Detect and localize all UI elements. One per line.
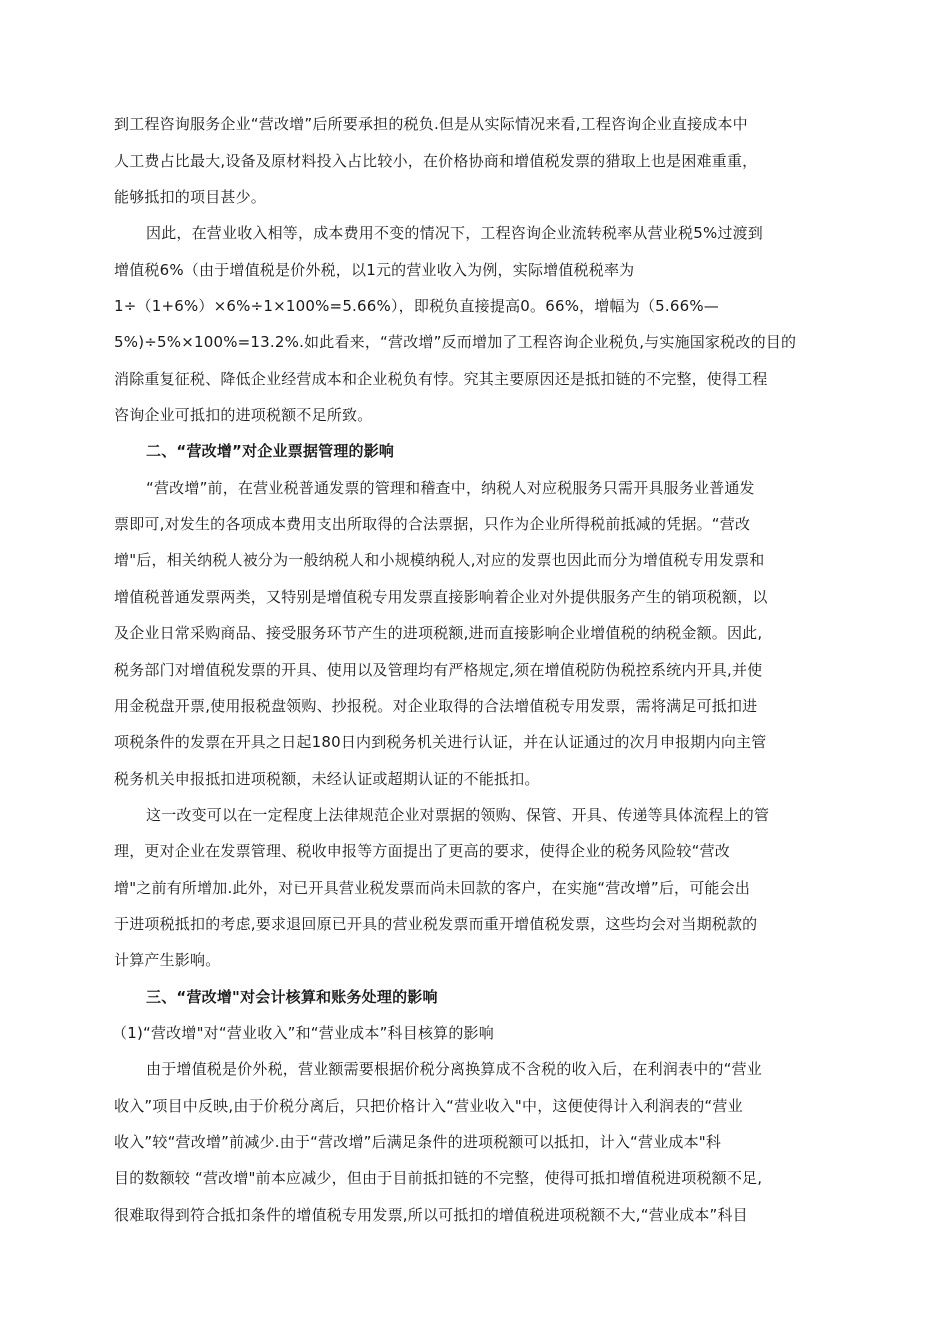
subsection-heading: （1)“营改增"对“营业收入”和“营业成本”科目核算的影响 [112,1024,494,1042]
body-text-line: 因此，在营业收入相等，成本费用不变的情况下，工程咨询企业流转税率从营业税5%过渡到 [146,224,764,242]
body-text-line: 能够抵扣的项目甚少。 [114,188,267,206]
body-text-line: 这一改变可以在一定程度上法律规范企业对票据的领购、保管、开具、传递等具体流程上的管 [146,806,770,824]
body-text-line: 于进项税抵扣的考虑,要求退回原已开具的营业税发票而重开增值税发票，这些均会对当期税款的 [114,915,758,933]
body-text-line: 及企业日常采购商品、接受服务环节产生的进项税额,进而直接影响企业增值税的纳税金额。因此, [114,624,763,642]
body-text-line: 税务部门对增值税发票的开具、使用以及管理均有严格规定,须在增值税防伪税控系统内开具,并使 [114,661,763,679]
body-text-line: “营改增”前，在营业税普通发票的管理和稽查中，纳税人对应税服务只需开具服务业普通发 [146,479,755,497]
body-text-line: 理，更对企业在发票管理、税收申报等方面提出了更高的要求，使得企业的税务风险较“营改 [114,842,730,860]
body-text-line: 收入”较“营改增”前减少.由于“营改增”后满足条件的进项税额可以抵扣，计入“营业成本"科 [114,1133,722,1151]
body-text-line: 计算产生影响。 [114,951,221,969]
body-text-line: 税务机关申报抵扣进项税额，未经认证或超期认证的不能抵扣。 [114,770,540,788]
section-heading: 二、“营改增”对企业票据管理的影响 [146,442,395,460]
body-text-line: 人工费占比最大,设备及原材料投入占比较小，在价格协商和增值税发票的猎取上也是困难重重， [114,152,758,170]
body-text-line: 增"之前有所增加.此外，对已开具营业税发票而尚未回款的客户，在实施“营改增”后，可能会出 [114,879,751,897]
body-text-line: 用金税盘开票,使用报税盘领购、抄报税。对企业取得的合法增值税专用发票，需将满足可抵扣进 [114,697,758,715]
body-text-line: 增值税6%（由于增值税是价外税，以1元的营业收入为例，实际增值税税率为 [114,261,635,279]
body-text-line: 增值税普通发票两类，又特别是增值税专用发票直接影响着企业对外提供服务产生的销项税额，以 [114,588,768,606]
body-text-line: 到工程咨询服务企业“营改增”后所要承担的税负.但是从实际情况来看,工程咨询企业直接成本中 [114,115,748,133]
body-text-line: 项税条件的发票在开具之日起180日内到税务机关进行认证，并在认证通过的次月申报期内向主管 [114,733,767,751]
body-text-line: 5%)÷5%×100%=13.2%.如此看来，“营改增”反而增加了工程咨询企业税负,与实施国家税改的目的 [114,333,797,351]
body-text-line: 消除重复征税、降低企业经营成本和企业税负有悖。究其主要原因还是抵扣链的不完整，使得工程 [114,370,768,388]
body-text-line: 票即可,对发生的各项成本费用支出所取得的合法票据，只作为企业所得税前抵减的凭据。“营改 [114,515,751,533]
body-text-line: 1÷（1+6%）×6%÷1×100%=5.66%），即税负直接提高0。66%，增幅为（5.66%— [114,297,720,315]
body-text-line: 增"后，相关纳税人被分为一般纳税人和小规模纳税人,对应的发票也因此而分为增值税专用发票和 [114,551,765,569]
body-text-line: 咨询企业可抵扣的进项税额不足所致。 [114,406,373,424]
body-text-line: 目的数额较 “营改增"前本应减少，但由于目前抵扣链的不完整，使得可抵扣增值税进项税额不足, [114,1169,763,1187]
body-text-line: 收入”项目中反映,由于价税分离后，只把价格计入“营业收入"中，这便使得计入利润表的“营业 [114,1097,743,1115]
section-heading: 三、“营改增"对会计核算和账务处理的影响 [146,988,438,1006]
body-text-line: 由于增值税是价外税，营业额需要根据价税分离换算成不含税的收入后，在利润表中的“营业 [146,1060,762,1078]
body-text-line: 很难取得到符合抵扣条件的增值税专用发票,所以可抵扣的增值税进项税额不大,“营业成本”科目 [114,1206,748,1224]
